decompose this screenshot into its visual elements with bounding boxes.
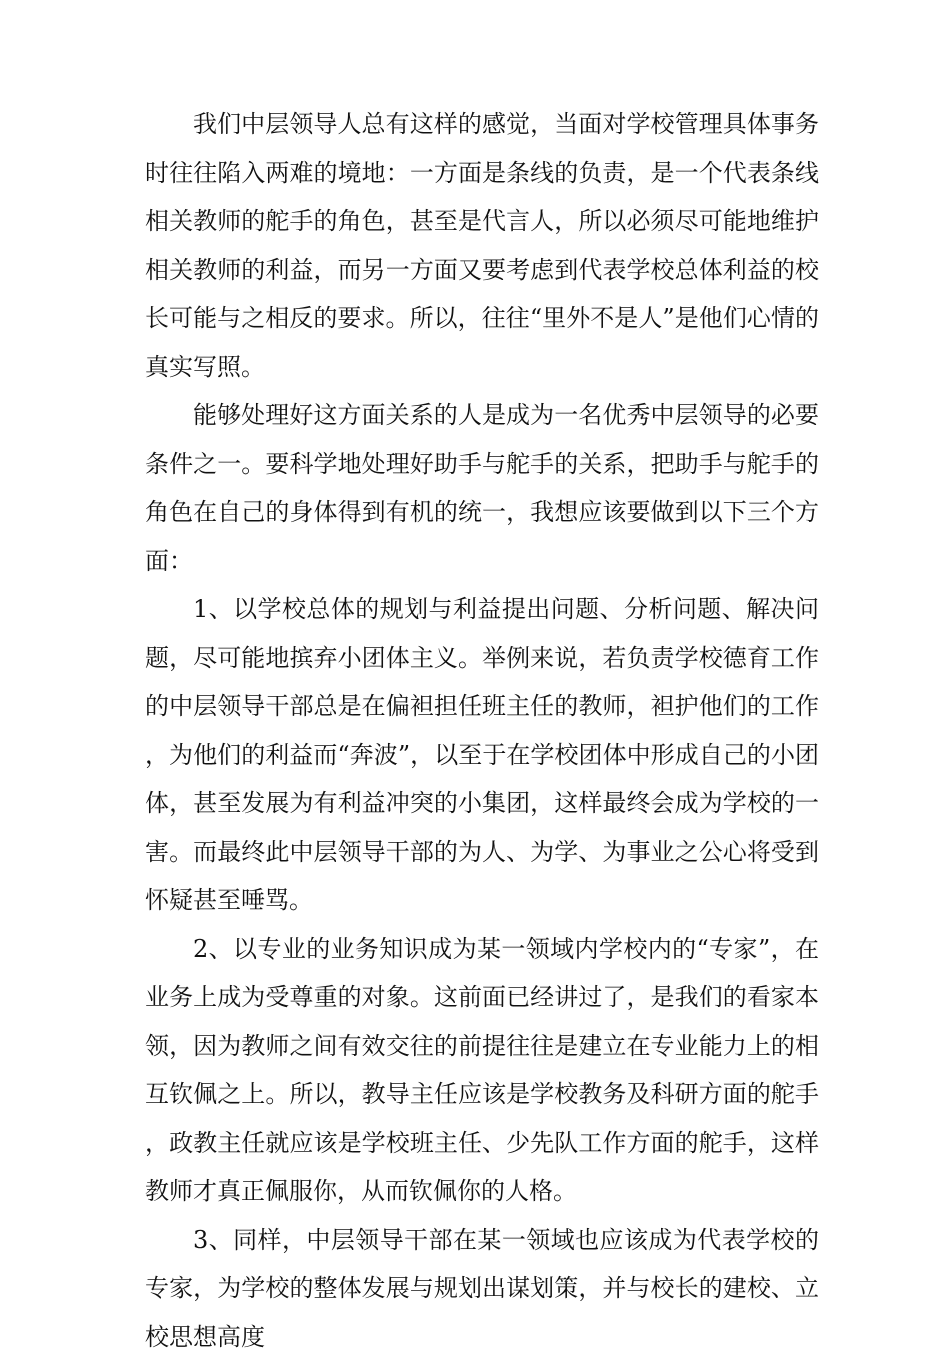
paragraph-3: 1、以学校总体的规划与利益提出问题、分析问题、解决问题，尽可能地摈弃小团体主义。举例来说，若负责学校德育工作的中层领导干部总是在偏袒担任班主任的教师，袒护他们的工作，为他们的利益而“奔波”，以至于在学校团体中形成自己的小团体，甚至发展为有利益冲突的小集团，这样最终会成为学校的一害。而最终此中层领导干部的为人、为学、为事业之公心将受到怀疑甚至唾骂。 — [145, 585, 819, 925]
paragraph-5: 3、同样，中层领导干部在某一领域也应该成为代表学校的专家，为学校的整体发展与规划出谋划策，并与校长的建校、立校思想高度 — [145, 1216, 819, 1361]
paragraph-4: 2、以专业的业务知识成为某一领域内学校内的“专家”，在业务上成为受尊重的对象。这前面已经讲过了，是我们的看家本领，因为教师之间有效交往的前提往往是建立在专业能力上的相互钦佩之上。所以，教导主任应该是学校教务及科研方面的舵手，政教主任就应该是学校班主任、少先队工作方面的舵手，这样教师才真正佩服你，从而钦佩你的人格。 — [145, 925, 819, 1216]
document-body — [145, 100, 819, 1361]
paragraph-1: 我们中层领导人总有这样的感觉，当面对学校管理具体事务时往往陷入两难的境地：一方面是条线的负责，是一个代表条线相关教师的舵手的角色，甚至是代言人，所以必须尽可能地维护相关教师的利益，而另一方面又要考虑到代表学校总体利益的校长可能与之相反的要求。所以，往往“里外不是人”是他们心情的真实写照。 — [145, 100, 819, 391]
paragraph-2: 能够处理好这方面关系的人是成为一名优秀中层领导的必要条件之一。要科学地处理好助手与舵手的关系，把助手与舵手的角色在自己的身体得到有机的统一，我想应该要做到以下三个方面： — [145, 391, 819, 585]
